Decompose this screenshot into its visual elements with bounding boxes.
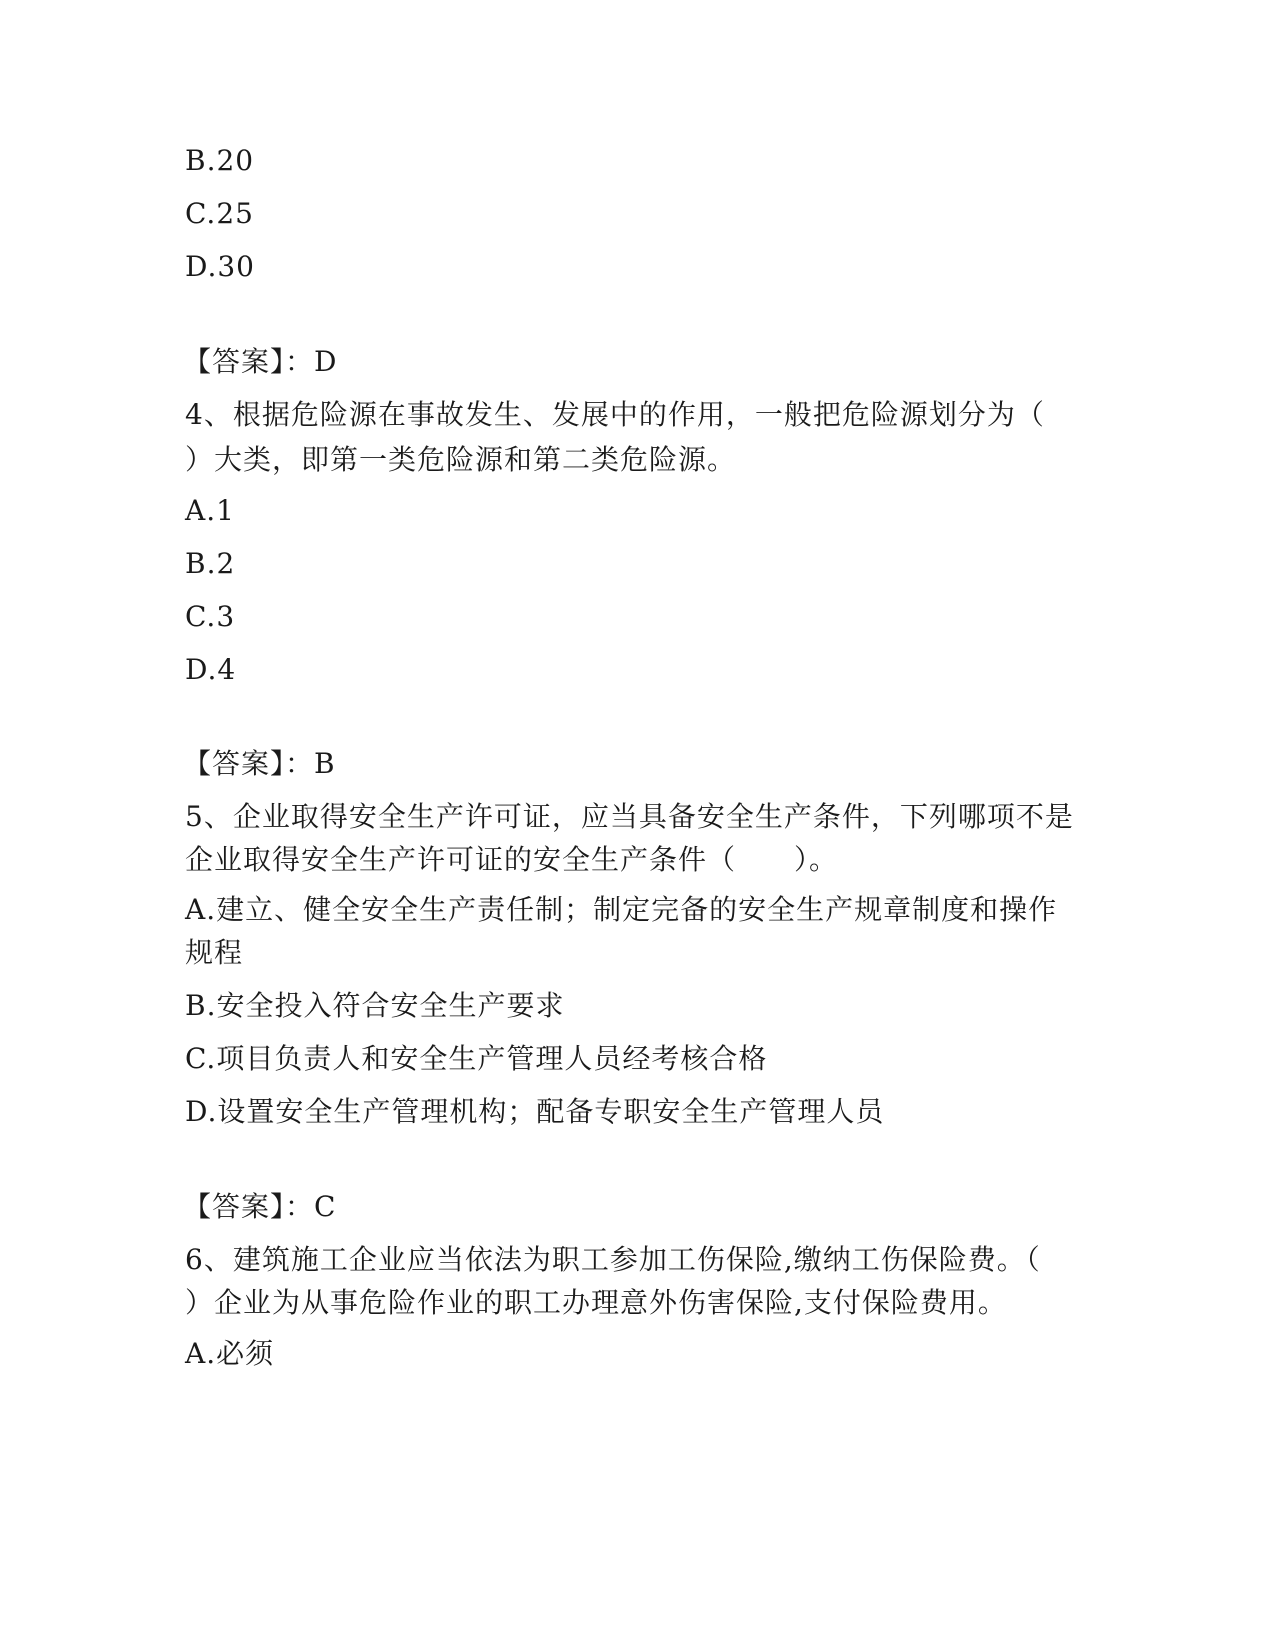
answer-label: 【答案】 [183,345,286,378]
answer-value: C [314,1190,337,1223]
answer-separator: ： [285,1190,315,1223]
q5-option-a-line1: A.建立、健全安全生产责任制；制定完备的安全生产规章制度和操作 [185,893,1058,926]
q5-option-a-line2: 规程 [185,936,244,969]
q4-stem-line2: ）大类，即第一类危险源和第二类危险源。 [185,443,737,476]
q3-option-d: D.30 [185,250,255,283]
answer-value: D [314,345,338,378]
q4-option-a: A.1 [185,494,235,527]
answer-separator: ： [285,345,315,378]
q4-option-d: D.4 [185,653,237,686]
q6-stem-line2: ）企业为从事危险作业的职工办理意外伤害保险,支付保险费用。 [185,1286,1007,1319]
q3-option-b: B.20 [185,144,255,177]
q5-option-d: D.设置安全生产管理机构；配备专职安全生产管理人员 [185,1095,885,1128]
answer-label: 【答案】 [183,747,286,780]
q5-option-b: B.安全投入符合安全生产要求 [185,989,565,1022]
q5-option-c: C.项目负责人和安全生产管理人员经考核合格 [185,1042,768,1075]
q4-answer [183,744,336,784]
q4-option-c: C.3 [185,600,236,633]
answer-label: 【答案】 [183,1190,286,1223]
q5-answer [183,1187,336,1227]
q5-stem-line2: 企业取得安全生产许可证的安全生产条件（ ）。 [185,843,839,876]
answer-separator: ： [285,747,315,780]
q6-option-a: A.必须 [185,1337,275,1370]
q4-stem-line1: 4、根据危险源在事故发生、发展中的作用，一般把危险源划分为（ [185,398,1045,431]
q4-option-b: B.2 [185,547,236,580]
answer-value: B [314,747,336,780]
q6-stem-line1: 6、建筑施工企业应当依法为职工参加工伤保险,缴纳工伤保险费。（ [185,1243,1041,1276]
q3-answer [183,342,337,382]
q3-option-c: C.25 [185,197,254,230]
q5-stem-line1: 5、企业取得安全生产许可证，应当具备安全生产条件，下列哪项不是 [185,800,1074,833]
